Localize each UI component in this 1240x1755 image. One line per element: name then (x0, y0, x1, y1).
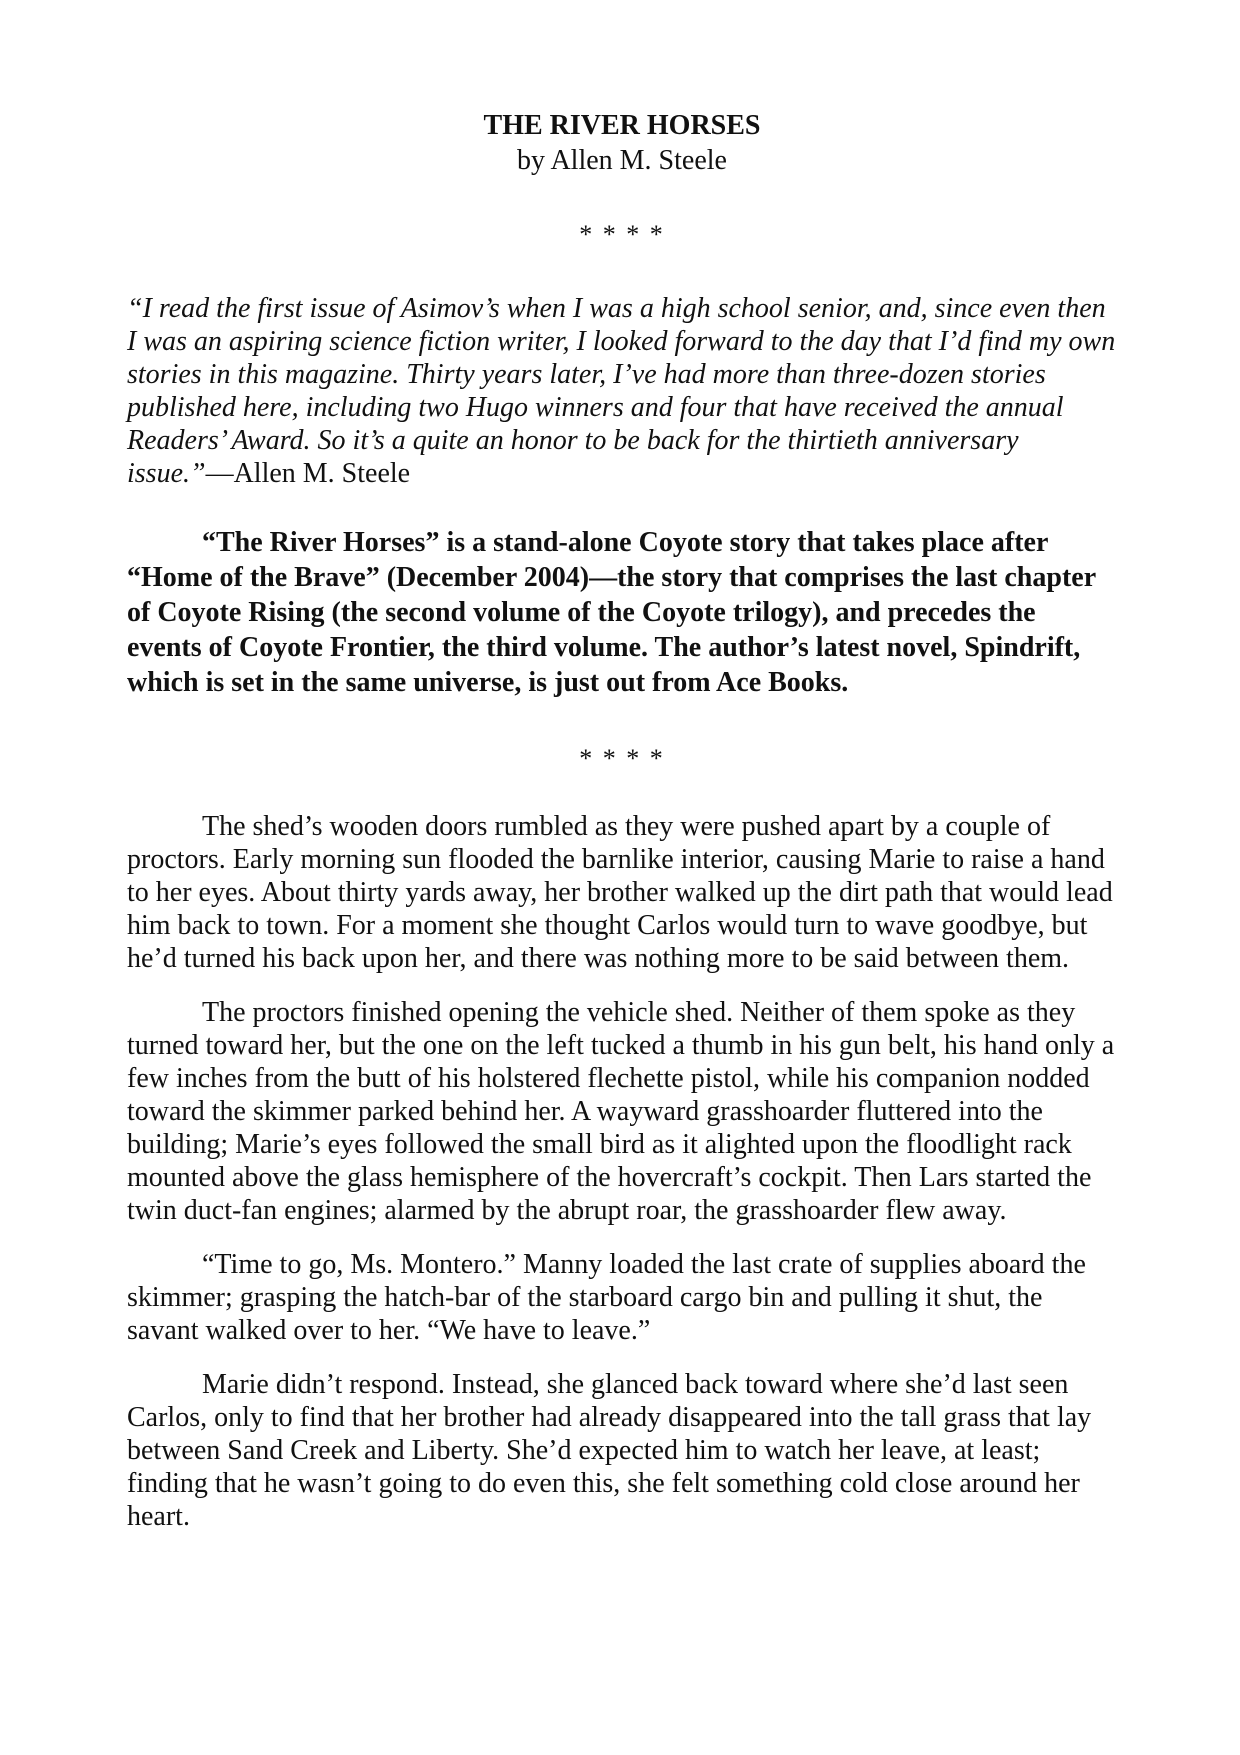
body-paragraph: The shed’s wooden doors rumbled as they were pushed apart by a couple of proctors. Early morning sun flooded the barnlike interior, causing Marie to raise a hand to her eyes. About thirty yards away, her brother walked up the dirt path that would lead him back to town. For a moment she thought Carlos would turn to wave goodbye, but he’d turned his back upon her, and there was nothing more to be said between them. (127, 811, 1113, 974)
body-paragraph: The proctors finished opening the vehicle shed. Neither of them spoke as they turned toward her, but the one on the left tucked a thumb in his gun belt, his hand only a few inches from the butt of his holstered flechette pistol, while his companion nodded toward the skimmer parked behind her. A wayward grasshoarder fluttered into the building; Marie’s eyes followed the small bird as it alighted upon the floodlight rack mounted above the glass hemisphere of the hovercraft’s cockpit. Then Lars started the twin duct-fan engines; alarmed by the abrupt roar, the grasshoarder flew away. (127, 997, 1115, 1226)
author-epigraph (127, 292, 1117, 490)
epigraph-attribution: —Allen M. Steele (205, 458, 411, 489)
body-paragraph: “Time to go, Ms. Montero.” Manny loaded the last crate of supplies aboard the skimmer; grasping the hatch-bar of the starboard cargo bin and pulling it shut, the savant walked over to her. “We have to leave.” (127, 1249, 1086, 1346)
intro-note: “The River Horses” is a stand-alone Coyote story that takes place after “Home of the Brave” (December 2004)—the story that comprises the last chapter of Coyote Rising (the second volume of the Coyote trilogy), and precedes the events of Coyote Frontier, the third volume. The author’s latest novel, Spindrift, which is set in the same universe, is just out from Ace Books. (127, 527, 1096, 698)
document-page (127, 108, 1117, 1533)
section-separator: * * * * (579, 744, 665, 773)
story-title: THE RIVER HORSES (483, 110, 761, 141)
story-byline: by Allen M. Steele (517, 145, 727, 176)
title-block (127, 108, 1117, 178)
section-separator: * * * * (579, 220, 665, 249)
epigraph-quote: “I read the first issue of Asimov’s when I was a high school senior, and, since even then I was an aspiring science fiction writer, I looked forward to the day that I’d find my own stories in this magazine. Thirty years later, I’ve had more than three-dozen stories published here, including two Hugo winners and four that have received the annual Readers’ Award. So it’s a quite an honor to be back for the thirtieth anniversary issue.” (127, 293, 1116, 489)
body-paragraph: Marie didn’t respond. Instead, she glanced back toward where she’d last seen Carlos, only to find that her brother had already disappeared into the tall grass that lay between Sand Creek and Liberty. She’d expected him to watch her leave, at least; finding that he wasn’t going to do even this, she felt something cold close around her heart. (127, 1369, 1092, 1532)
